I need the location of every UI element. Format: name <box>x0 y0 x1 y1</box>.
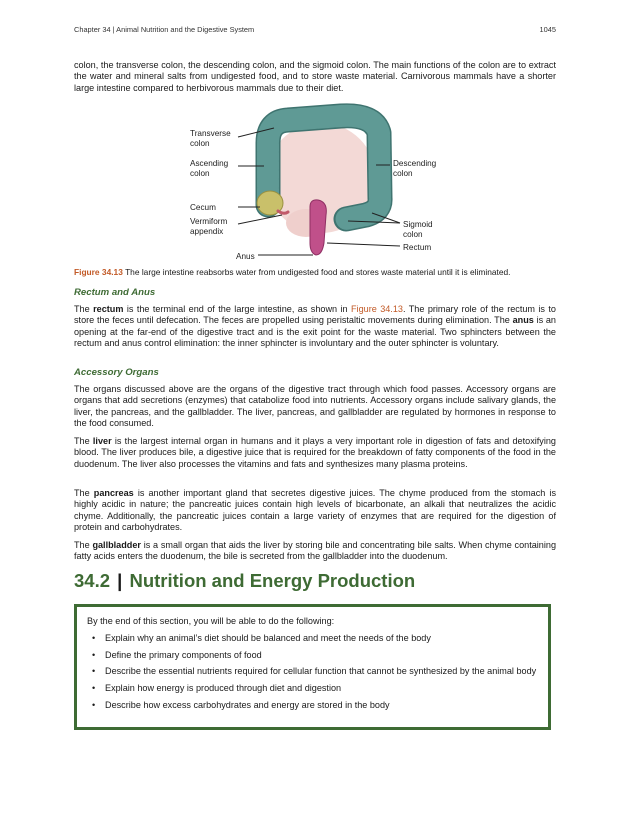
term-gallbladder: gallbladder <box>92 540 141 550</box>
figure-caption <box>74 267 556 278</box>
objective-item: • Explain why an animal’s diet should be balanced and meet the needs of the body <box>87 633 542 644</box>
label-rectum: Rectum <box>403 243 432 252</box>
figure-caption-text: The large intestine reabsorbs water from undigested food and stores waste material until it is eliminated. <box>122 267 511 277</box>
objective-item: • Describe the essential nutrients required for cellular function that cannot be synthesized by the animal body <box>87 666 542 677</box>
text-span: The <box>74 436 93 446</box>
intro-paragraph: colon, the transverse colon, the descending colon, and the sigmoid colon. The main functions of the colon are to extract the water and mineral salts from undigested food, and to store waste material. Carnivorous mammals have a shorter large intestine compared to herbivorous mammals due to their diet. <box>74 60 556 93</box>
text-span: is another important gland that secretes digestive juices. The chyme produced from the stomach is highly acidic in nature; the pancreatic juices contain high levels of bicarbonate, an alkali that neutralizes the acidic chyme. Additionally, the pancreatic juices contain a large variety of enzymes that are required for the digestion of protein and carbohydrates. <box>74 488 556 533</box>
figure-reference-link[interactable]: Figure 34.13 <box>351 304 403 314</box>
term-pancreas: pancreas <box>93 488 134 498</box>
page-number: 1045 <box>539 25 556 34</box>
text-span: is the largest internal organ in humans and it plays a very important role in digestion of fats and detoxifying blood. The liver produces bile, a digestive juice that is required for the breakdown of fatty components of the food in the duodenum. The liver also processes the vitamins and fats and synthesizes many plasma proteins. <box>74 436 556 469</box>
label-cecum: Cecum <box>190 203 216 212</box>
page-header <box>74 25 556 37</box>
section-number: 34.2 <box>74 570 111 591</box>
term-anus: anus <box>512 315 534 326</box>
label-anus: Anus <box>236 252 255 261</box>
term-rectum: rectum <box>93 304 124 314</box>
label-ascending-2: colon <box>190 169 210 178</box>
section-title <box>74 570 415 592</box>
objectives-intro: By the end of this section, you will be able to do the following: <box>87 616 335 626</box>
text-span: . The primary role of the rectum is to store the feces until defecation. The feces are propelled using peristaltic movements during elimination. The <box>74 304 556 326</box>
label-descending-2: colon <box>393 169 413 178</box>
leader-rectum <box>327 243 400 246</box>
paragraph-rectum-anus <box>74 304 556 350</box>
label-transverse-1: Transverse <box>190 129 231 138</box>
text-span: is the terminal end of the large intestine, as shown in <box>123 304 351 314</box>
label-sigmoid-2: colon <box>403 230 423 239</box>
label-transverse-2: colon <box>190 139 210 148</box>
text-span: is a small organ that aids the liver by storing bile and concentrating bile salts. When chyme containing fatty acids enters the duodenum, the bile is secreted from the gallbladder into the duodenum. <box>74 540 557 562</box>
label-vermiform-1: Vermiform <box>190 217 228 226</box>
rectum <box>310 200 326 255</box>
text-span: The <box>74 540 93 550</box>
objective-item: • Describe how excess carbohydrates and energy are stored in the body <box>87 700 542 711</box>
large-intestine-figure <box>186 103 446 263</box>
text-span: is an opening at the far-end of the digestive tract and is the exit point for the waste material. Two sphincters between the rectum and anus control elimination: the inner sphincter is involuntary and the outer sphincter is voluntary. <box>74 315 556 349</box>
leader-appendix <box>238 215 282 224</box>
section-title-text: Nutrition and Energy Production <box>129 570 416 591</box>
term-liver: liver <box>92 436 112 446</box>
text-span: The <box>74 304 94 314</box>
chapter-title: Chapter 34 | Animal Nutrition and the Digestive System <box>74 25 255 34</box>
label-vermiform-2: appendix <box>190 227 224 236</box>
label-descending-1: Descending <box>393 159 437 168</box>
text-span: The <box>74 488 94 498</box>
label-sigmoid-1: Sigmoid <box>403 220 433 229</box>
heading-rectum-anus: Rectum and Anus <box>74 287 156 298</box>
paragraph-liver <box>74 436 556 470</box>
paragraph-gallbladder <box>74 540 556 563</box>
paragraph-pancreas <box>74 488 556 534</box>
objective-item: • Define the primary components of food <box>87 650 542 661</box>
paragraph-accessory-organs: The organs discussed above are the organs of the digestive tract through which food passes. Accessory organs are organs that add secretions (enzymes) that catabolize food into nutrients. Accessory organs include salivary glands, the liver, the pancreas, and the gallbladder. The liver, pancreas, and gallbladder are regulated by hormones in response to the food consumed. <box>74 384 556 429</box>
section-separator: | <box>117 570 123 591</box>
label-ascending-1: Ascending <box>190 159 229 168</box>
heading-accessory-organs: Accessory Organs <box>74 367 159 378</box>
objective-item: • Explain how energy is produced through diet and digestion <box>87 683 542 694</box>
objectives-list <box>87 633 542 717</box>
figure-caption-label: Figure 34.13 <box>74 267 123 277</box>
learning-objectives-box <box>74 604 551 730</box>
